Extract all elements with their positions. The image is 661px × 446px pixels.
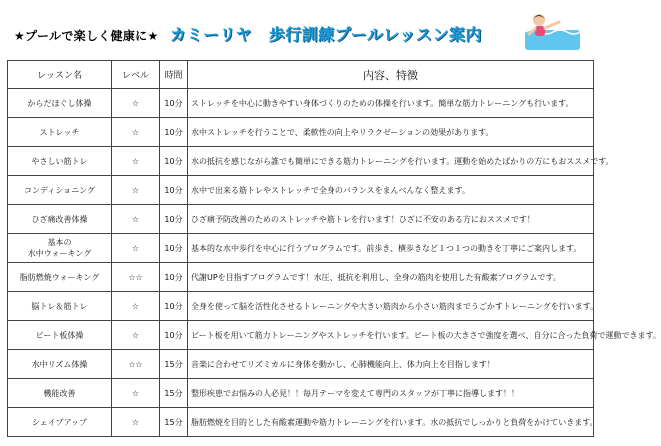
lesson-time: 15分 <box>160 350 188 379</box>
page-header <box>0 0 600 58</box>
lesson-level: ☆ <box>112 408 160 437</box>
table-header-row <box>8 61 594 89</box>
table-row <box>8 205 594 234</box>
header-time: 時間 <box>160 61 188 89</box>
lesson-name <box>8 350 112 379</box>
lesson-name <box>8 205 112 234</box>
table-row <box>8 408 594 437</box>
lesson-name <box>8 118 112 147</box>
header-lesson-name: レッスン名 <box>8 61 112 89</box>
lesson-name-line: ひざ痛改善体操 <box>31 214 88 224</box>
lesson-name-line: やさしい筋トレ <box>31 156 88 166</box>
lesson-time: 10分 <box>160 89 188 118</box>
lesson-level: ☆ <box>112 321 160 350</box>
lesson-level: ☆ <box>112 292 160 321</box>
lesson-description: 水の抵抗を感じながら誰でも簡単にできる筋力トレーニングを行います。運動を始めたばかりの方にもおススメです。 <box>188 147 594 176</box>
lesson-level: ☆ <box>112 147 160 176</box>
lesson-time: 10分 <box>160 263 188 292</box>
lesson-name-line: ビート板体操 <box>35 330 84 340</box>
lesson-description: 脂肪燃焼を目的とした有酸素運動や筋力トレーニングを行います。水の抵抗でしっかりと負荷をかけていきます。 <box>188 408 594 437</box>
lesson-time: 10分 <box>160 118 188 147</box>
lesson-level: ☆ <box>112 89 160 118</box>
table-row <box>8 350 594 379</box>
lesson-level: ☆ <box>112 118 160 147</box>
lesson-name-line: 機能改善 <box>43 388 76 398</box>
lesson-description: ビート板を用いて筋力トレーニングやストレッチを行います。ビート板の大きさで強度を選べ、自分に合った負荷で運動できます。 <box>188 321 594 350</box>
lesson-name <box>8 292 112 321</box>
lesson-description: 全身を使って脳を活性化させるトレーニングや大きい筋肉から小さい筋肉までうごかすトレーニングを行います。 <box>188 292 594 321</box>
lesson-name <box>8 379 112 408</box>
table-row <box>8 89 594 118</box>
lesson-time: 10分 <box>160 176 188 205</box>
table-row <box>8 176 594 205</box>
lesson-name <box>8 263 112 292</box>
lesson-table <box>7 60 661 437</box>
slogan: ★プールで楽しく健康に★ <box>14 29 159 43</box>
lesson-name-line: コンディショニング <box>23 185 96 195</box>
header-description: 内容、特徴 <box>188 61 594 89</box>
lesson-name <box>8 234 112 263</box>
lesson-time: 10分 <box>160 234 188 263</box>
lesson-level: ☆ <box>112 379 160 408</box>
lesson-time: 15分 <box>160 379 188 408</box>
header-level: レベル <box>112 61 160 89</box>
table-row <box>8 234 594 263</box>
lesson-name <box>8 176 112 205</box>
table-row <box>8 147 594 176</box>
lesson-name-line: 水中ウォーキング <box>27 249 92 258</box>
lesson-description: 水中ストレッチを行うことで、柔軟性の向上やリラクゼーションの効果があります。 <box>188 118 594 147</box>
lesson-name-line: からだほぐし体操 <box>27 98 92 108</box>
lesson-name-line: ストレッチ <box>39 127 80 137</box>
lesson-level: ☆ <box>112 176 160 205</box>
lesson-name <box>8 147 112 176</box>
lesson-time: 10分 <box>160 292 188 321</box>
lesson-description: 整形疾患でお悩みの人必見！！毎月テーマを変えて専門のスタッフが丁寧に指導します！！ <box>188 379 594 408</box>
lesson-name-line: 脂肪燃焼ウォーキング <box>19 272 100 282</box>
lesson-name <box>8 408 112 437</box>
lesson-name-line: 基本の <box>47 238 72 247</box>
lesson-time: 15分 <box>160 408 188 437</box>
lesson-description: 基本的な水中歩行を中心に行うプログラムです。前歩き、横歩きなど１つ１つの動きを丁寧にご案内します。 <box>188 234 594 263</box>
table-row <box>8 263 594 292</box>
swimmer-body <box>535 26 545 36</box>
swimmer-arm <box>545 22 559 28</box>
lesson-description: 代謝UPを目指すプログラムです！水圧、抵抗を利用し、全身の筋肉を使用した有酸素プログラムです。 <box>188 263 594 292</box>
lesson-description: ストレッチを中心に動きやすい身体づくりのための体操を行います。簡単な筋力トレーニングも行います。 <box>188 89 594 118</box>
lesson-time: 10分 <box>160 147 188 176</box>
lesson-table-body <box>8 89 661 437</box>
lesson-level: ☆ <box>112 234 160 263</box>
lesson-name <box>8 89 112 118</box>
table-row <box>8 292 594 321</box>
lesson-description: 音楽に合わせてリズミカルに身体を動かし、心肺機能向上、体力向上を目指します！ <box>188 350 594 379</box>
lesson-description: ひざ痛予防改善のためのストレッチや筋トレを行います！ひざに不安のある方におススメです！ <box>188 205 594 234</box>
page-title: カミーリヤ 歩行訓練プールレッスン案内 <box>170 25 482 44</box>
lesson-level: ☆☆ <box>112 350 160 379</box>
table-row <box>8 118 594 147</box>
lesson-name-line: 脳トレ＆筋トレ <box>31 301 88 311</box>
swimmer-icon <box>525 10 580 50</box>
lesson-description: 水中で出来る筋トレやストレッチで全身のバランスをまんべんなく整えます。 <box>188 176 594 205</box>
lesson-level: ☆☆ <box>112 263 160 292</box>
lesson-level: ☆ <box>112 205 160 234</box>
table-row <box>8 321 594 350</box>
lesson-name-line: 水中リズム体操 <box>31 359 88 369</box>
lesson-time: 10分 <box>160 321 188 350</box>
lesson-name <box>8 321 112 350</box>
lesson-name-line: シェイプアップ <box>31 417 88 427</box>
table-row <box>8 379 594 408</box>
lesson-time: 10分 <box>160 205 188 234</box>
